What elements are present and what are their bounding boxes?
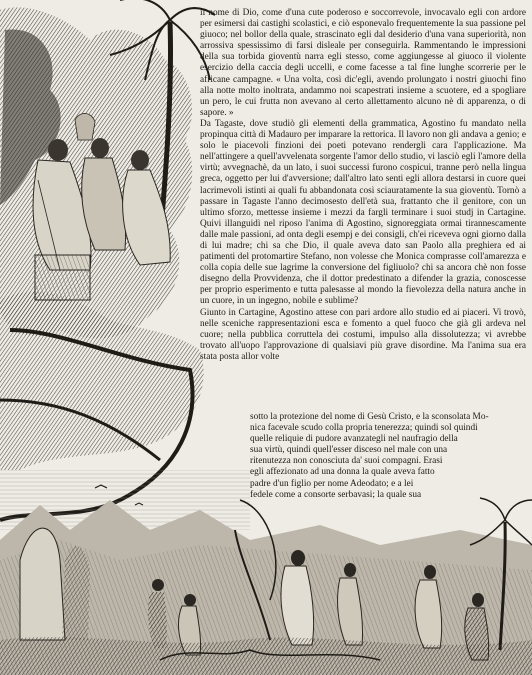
text-line: padre d'un figlio per nome Adeodato; e a lei (250, 478, 414, 489)
paragraph: Da Tagaste, dove studiò gli elementi della grammatica, Agostino fu mandato nella propinqua città di Madauro per imparare la rettorica. Il lavoro non gli andava a genio; e solo le piacevoli finzioni dei poeti potevano rendergli cara l'applicazione. Ma nell'attingere a quell'avvelenata sorgente l'amor dello studio, vi lasciò egli l'amore della virtù; avvegnachè, da un lato, i suoi successi furono cospicui, tranne però nella lingua greca, oggetto per lui d'avversione; dall'altro lato senti egli allora destarsi in cuore quei lacrimevoli istinti ai quali fu abbandonata così sciauratamente la sua gioventù. Tornò a passare in Tagaste l'anno decimosesto dell'età sua, frattanto che il genitore, con un ultimo sforzo, mettesse insieme i mezzi da fargli terminare i suoi studj in Cartagine. Quivi illanguidì nel riposo l'anima di Agostino, signoreggiata ormai tirannescamente dalle male passioni, ad onta degli esempj e dei consigli, ch'ei riceveva ogni giorno dalla di lui madre; chi sa che Dio, il quale aveva dato san Paolo alla preghiera ed ai patimenti del protomartire Stefano, non volesse che Monica comprasse coll'amarezza e colla copia delle sue lagrime la conversione del figliuolo? chi sa ancora chè non fosse disegno della Provvidenza, che il dottor predestinato a difender la grazia, conoscesse per proprio esperimento e tutta palesasse al mondo la fievolezza della natura anche in un cuore, in un ingegno, nobile e sublime? (200, 118, 526, 307)
text-line: ritenutezza non conosciuta da' suoi compagni. Erasi (250, 456, 443, 467)
text-line: egli affezionato ad una donna la quale aveva fatto (250, 467, 435, 478)
tree-branch (0, 292, 204, 470)
text-line: quelle reliquie di pudore avanzategli nel naufragio della (250, 434, 458, 445)
paragraph: Giunto in Cartagine, Agostino attese con pari ardore allo studio ed ai piaceri. Vi trovò, nelle sceniche rappresentazioni esca e fomento a quel fuoco che già gli ardeva nel cuore; nella pubblica corruttela dei costumi, impulso alla dissolutezza; vi avrebbe trovato all'uopo l'approvazione di qualsiavi più grave disordine. Ma l'anima sua era stata posta allor volte (200, 307, 526, 362)
text-line: nica facevale scudo colla propria tenerezza; quindi sol quindi (250, 423, 478, 434)
paragraph: il nome di Dio, come d'una cute poderoso e soccorrevole, invocavalo egli con ardore per esimersi dai castighi scolastici, e ciò esponevalo frequentemente la sua passione pel giuoco; nel bollor della quale, strascinato egli dal desiderio d'una vana superiorità, non arrossiva spessissimo di farsi disleale per conseguirla. Rammentando le impressioni della sua torbida gioventù narra egli stesso, come aggiungesse al giuoco il violente esercizio della caccia degli uccelli, e come facesse a tal fine lunghe scorrerie per le africane campagne. « Una volta, così dic'egli, avendo prolungato i nostri giuochi fino alla notte molto inoltrata, andammo noi scapestrati insieme a scuotere, ed a spogliare un pero, le cui frutta non avevano al certo allettamento alcuno nè di apparenza, o di sapore. » (200, 8, 526, 118)
text-line: fedele come a consorte serbavasi; la quale sua (250, 489, 422, 500)
text-line: sotto la protezione del nome di Gesù Cristo, e la sconsolata Mo- (250, 412, 489, 422)
text-line: sua virtù, quindi quell'esser disceso nel male con una (250, 445, 448, 456)
article-text-column (200, 8, 526, 363)
article-text-tail (250, 412, 526, 501)
